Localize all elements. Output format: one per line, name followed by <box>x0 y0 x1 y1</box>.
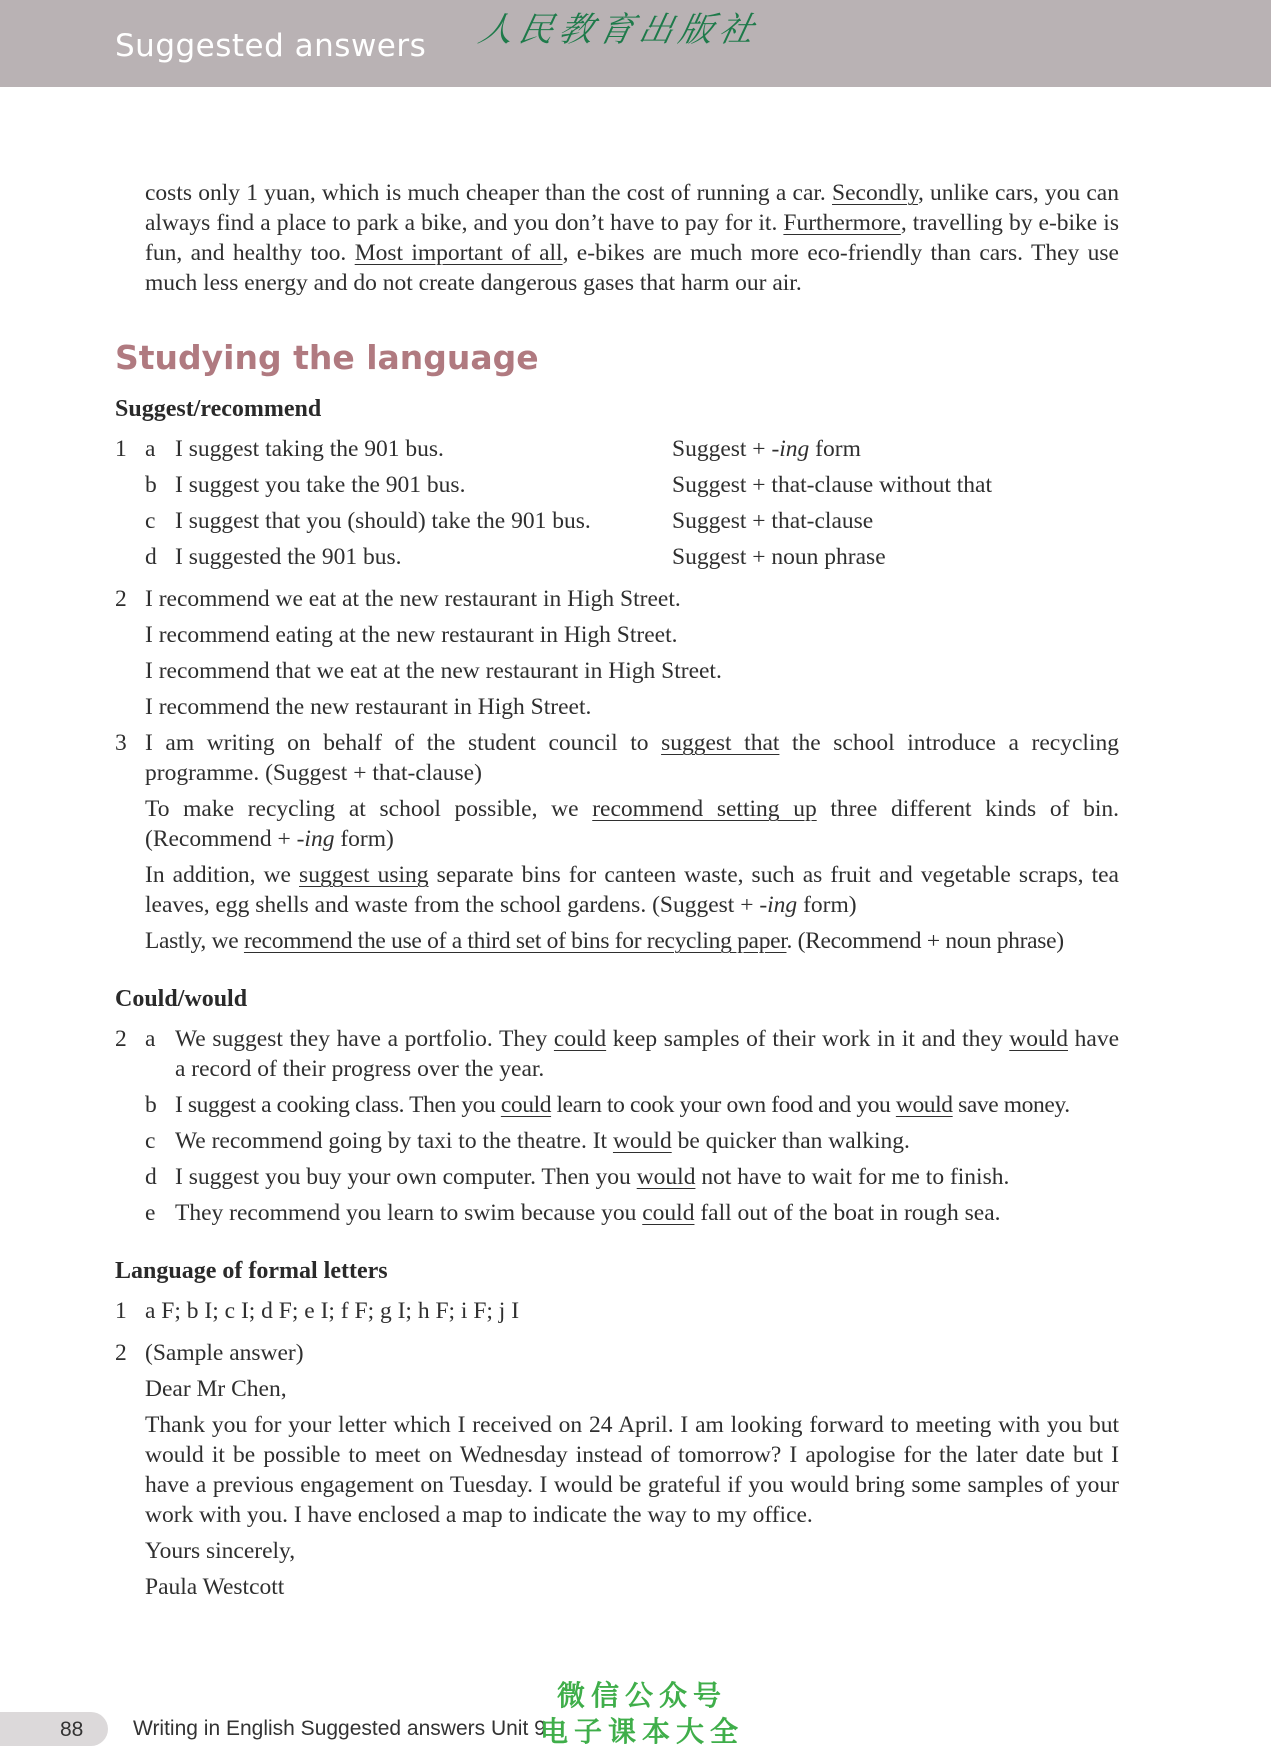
intro-text: , travelling by e-bike is fun, and healthy too. <box>145 210 1119 266</box>
para-text: form) <box>797 892 857 918</box>
intro-underlined-furthermore: Furthermore <box>783 210 901 236</box>
item-number: 2 <box>115 586 127 612</box>
underlined-phrase: suggest using <box>299 862 429 888</box>
para-text: separate bins for canteen waste, such as fruit and vegetable scraps, tea leaves, egg shells and waste from the school gardens. (Suggest + <box>145 862 1119 918</box>
para-text: . (Recommend + noun phrase) <box>786 928 1064 954</box>
para-text: form) <box>334 826 394 852</box>
underlined-modal: would <box>612 1128 672 1154</box>
item-letter: c <box>145 1128 156 1154</box>
para-text: save money. <box>952 1092 1070 1118</box>
para-text: be quicker than walking. <box>671 1128 910 1154</box>
underlined-phrase: recommend the use of a third set of bins for recycling paper <box>243 928 787 954</box>
item-number: 1 <box>115 1298 127 1324</box>
item-letter: c <box>145 508 156 534</box>
para-text: In addition, we <box>145 862 300 888</box>
example-sentence: I recommend eating at the new restaurant in High Street. <box>145 622 678 648</box>
header-title: Suggested answers <box>115 28 427 64</box>
letter-body: Thank you for your letter which I received on 24 April. I am looking forward to meeting with you but would it be possible to meet on Wednesday instead of tomorrow? I apologise for the later date but I have a previous engagement on Tuesday. I would be grateful if you would bring some samples of your work with you. I have enclosed a map to indicate the way to my office. <box>145 1412 1119 1528</box>
item-letter: d <box>145 1164 157 1190</box>
item-letter: b <box>145 1092 157 1118</box>
intro-text: costs only 1 yuan, which is much cheaper than the cost of running a car. <box>145 180 833 206</box>
suggest-item-3-para-2 <box>145 794 1119 854</box>
underlined-modal: could <box>553 1026 607 1052</box>
could-item-a <box>175 1024 1119 1084</box>
underlined-modal: would <box>895 1092 953 1118</box>
item-letter: a <box>145 436 156 462</box>
page-number: 88 <box>60 1718 84 1741</box>
grammar-note: Suggest + noun phrase <box>672 544 886 570</box>
note-text: Suggest + <box>672 436 772 462</box>
item-letter: e <box>145 1200 156 1226</box>
para-text: To make recycling at school possible, we <box>145 796 593 822</box>
underlined-phrase: suggest that <box>661 730 780 756</box>
item-letter: a <box>145 1026 156 1052</box>
suggest-item-3-para-3 <box>145 860 1119 920</box>
underlined-modal: could <box>642 1200 695 1226</box>
example-sentence: I suggested the 901 bus. <box>175 544 402 570</box>
underlined-modal: could <box>500 1092 552 1118</box>
grammar-note: Suggest + that-clause <box>672 508 874 534</box>
subheading-could-would: Could/would <box>115 986 248 1012</box>
example-sentence <box>175 1090 1070 1120</box>
item-letter: b <box>145 472 157 498</box>
item-number: 2 <box>115 1340 127 1366</box>
intro-paragraph <box>145 178 1119 298</box>
example-sentence <box>175 1162 1009 1192</box>
publisher-logo: 人民教育出版社 <box>475 10 764 50</box>
example-sentence <box>175 1126 910 1156</box>
para-text: I am writing on behalf of the student council to <box>145 730 662 756</box>
para-italic: -ing <box>759 892 798 918</box>
signature-text: Paula Westcott <box>145 1574 285 1600</box>
para-text: keep samples of their work in it and they <box>606 1026 1010 1052</box>
note-text: form <box>809 436 861 462</box>
grammar-note <box>672 434 861 464</box>
para-text: fall out of the boat in rough sea. <box>694 1200 1001 1226</box>
example-sentence: I suggest taking the 901 bus. <box>175 436 444 462</box>
example-sentence: I recommend that we eat at the new restaurant in High Street. <box>145 658 722 684</box>
para-italic: -ing <box>296 826 335 852</box>
sample-label: (Sample answer) <box>145 1340 304 1366</box>
subheading-suggest-recommend: Suggest/recommend <box>115 396 322 422</box>
watermark-line-1: 微信公众号 <box>556 1679 727 1712</box>
para-text: the school introduce a recycling programme. (Suggest + that-clause) <box>145 730 1119 786</box>
watermark <box>532 1678 752 1750</box>
item-letter: d <box>145 544 157 570</box>
page-number-tab <box>0 1712 108 1746</box>
para-text: They recommend you learn to swim because you <box>175 1200 643 1226</box>
para-text: We suggest they have a portfolio. They <box>175 1026 554 1052</box>
intro-text: , e-bikes are much more eco-friendly than cars. They use much less energy and do not create dangerous gases that harm our air. <box>145 240 1119 296</box>
greeting-text: Dear Mr Chen, <box>145 1376 287 1402</box>
para-text: not have to wait for me to finish. <box>695 1164 1010 1190</box>
para-text: learn to cook your own food and you <box>551 1092 896 1118</box>
intro-underlined-secondly: Secondly <box>832 180 918 206</box>
example-sentence: I recommend we eat at the new restaurant in High Street. <box>145 586 681 612</box>
example-sentence <box>175 1198 1001 1228</box>
para-text: We recommend going by taxi to the theatre. It <box>175 1128 613 1154</box>
item-number: 1 <box>115 436 127 462</box>
item-number: 3 <box>115 730 127 756</box>
footer-text: Writing in English Suggested answers Unit 9 <box>133 1717 546 1740</box>
page-header <box>0 0 1271 87</box>
subheading-formal-letters: Language of formal letters <box>115 1258 388 1284</box>
item-number: 2 <box>115 1026 127 1052</box>
suggest-item-3-para-1 <box>145 728 1119 788</box>
note-italic: -ing <box>771 436 810 462</box>
para-text: I suggest a cooking class. Then you <box>175 1092 501 1118</box>
intro-text: , unlike cars, you can always find a place to park a bike, and you don’t have to pay for it. <box>145 180 1119 236</box>
watermark-line-2: 电子课本大全 <box>539 1715 744 1748</box>
suggest-item-3-para-4 <box>145 926 1119 956</box>
closing-text: Yours sincerely, <box>145 1538 296 1564</box>
example-sentence: I suggest you take the 901 bus. <box>175 472 466 498</box>
grammar-note: Suggest + that-clause without that <box>672 472 993 498</box>
example-sentence: I suggest that you (should) take the 901 bus. <box>175 508 591 534</box>
section-title: Studying the language <box>115 338 539 377</box>
example-sentence: I recommend the new restaurant in High Street. <box>145 694 592 720</box>
underlined-modal: would <box>1009 1026 1068 1052</box>
answer-key: a F; b I; c I; d F; e I; f F; g I; h F; i F; j I <box>145 1298 520 1324</box>
underlined-modal: would <box>636 1164 696 1190</box>
intro-underlined-most-important: Most important of all <box>354 240 563 266</box>
para-text: three different kinds of bin. (Recommend + <box>145 796 1119 852</box>
para-text: Lastly, we <box>145 928 244 954</box>
underlined-phrase: recommend setting up <box>592 796 817 822</box>
para-text: I suggest you buy your own computer. Then you <box>175 1164 637 1190</box>
para-text: have a record of their progress over the year. <box>175 1026 1119 1082</box>
